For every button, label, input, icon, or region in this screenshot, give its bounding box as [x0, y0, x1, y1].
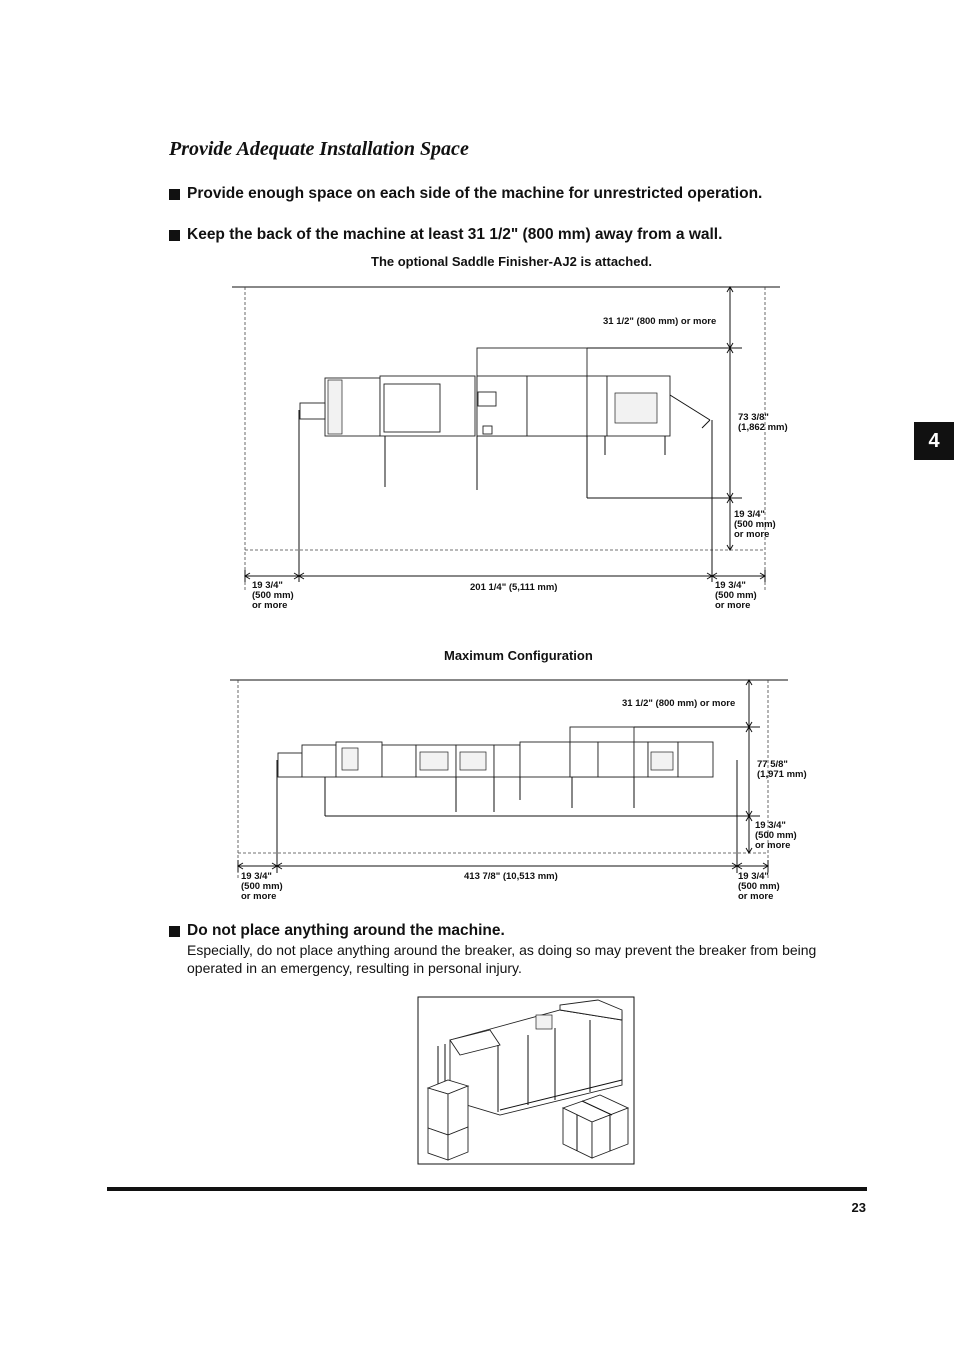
diagram2-right-clearance-label: 19 3/4" (500 mm) or more	[738, 871, 780, 902]
notice-body: Especially, do not place anything around the breaker, as doing so may prevent the breaker from being operated in an emergency, resulting in personal injury.	[187, 942, 817, 976]
diagram1-left-clearance-label: 19 3/4" (500 mm) or more	[252, 580, 294, 611]
notice-heading: Do not place anything around the machine.	[187, 922, 505, 939]
diagram1-front-clearance-label: 19 3/4" (500 mm) or more	[734, 509, 776, 540]
diagram2-front-clearance-label: 19 3/4" (500 mm) or more	[755, 820, 797, 851]
diagram2-caption: Maximum Configuration	[444, 648, 593, 663]
diagram2-left-clearance-label: 19 3/4" (500 mm) or more	[241, 871, 283, 902]
bullet-text: Keep the back of the machine at least 31 1/2" (800 mm) away from a wall.	[187, 226, 723, 243]
diagram2-back-clearance-label: 31 1/2" (800 mm) or more	[622, 698, 736, 709]
chapter-tab: 4	[914, 422, 954, 460]
diagram2-depth-label: 77 5/8" (1,971 mm)	[757, 759, 807, 780]
footer-rule	[107, 1187, 867, 1191]
bullet-text: Provide enough space on each side of the machine for unrestricted operation.	[187, 185, 763, 202]
page-number: 23	[851, 1200, 866, 1215]
diagram2-width-label: 413 7/8" (10,513 mm)	[464, 871, 558, 882]
diagram1-depth-label: 73 3/8" (1,862 mm)	[738, 412, 788, 433]
diagram1-caption: The optional Saddle Finisher-AJ2 is attached.	[371, 254, 652, 269]
diagram1-back-clearance-label: 31 1/2" (800 mm) or more	[603, 316, 717, 327]
diagram1-width-label: 201 1/4" (5,111 mm)	[470, 582, 558, 593]
page-title: Provide Adequate Installation Space	[169, 138, 469, 160]
diagram1-right-clearance-label: 19 3/4" (500 mm) or more	[715, 580, 757, 611]
